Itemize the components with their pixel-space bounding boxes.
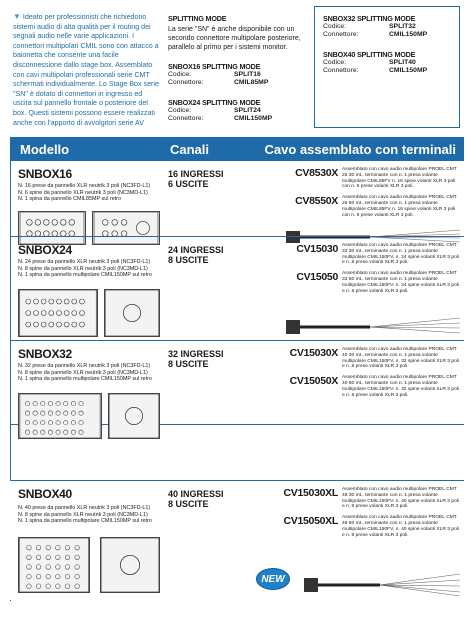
split-group-24 (168, 98, 308, 124)
split-group-32 (323, 14, 451, 40)
triangle-bullet-icon: ▼ (13, 12, 21, 21)
splitting-title: SPLITTING MODE (168, 14, 227, 23)
connettore-label: Connettore: (168, 79, 204, 87)
split-group-title: SNBOX16 SPLITTING MODE (168, 62, 261, 71)
header-canali: Canali (170, 141, 210, 157)
cable-item (270, 243, 462, 266)
codice-label: Codice: (323, 23, 347, 30)
cable-snake-illustration (300, 573, 462, 597)
model-specs: N. 40 prese da pannello XLR neutrik 3 poli (NC3FD-L1) N. 8 spine da pannello XLR neutrik 3 poli (NC3MD-L1) N. 1 spina da pannello multipolare CMIL150MP sul retro (18, 505, 152, 525)
cable-item (270, 195, 462, 218)
split-group-40 (323, 50, 451, 76)
split-group-title: SNBOX32 SPLITTING MODE (323, 14, 416, 23)
splitting-box (314, 6, 460, 128)
model-name: SNBOX40 (18, 487, 72, 501)
connettore-value: CMIL85MP (234, 79, 269, 87)
channels (168, 169, 224, 189)
channels-in: 24 INGRESSI (168, 245, 224, 255)
connettore-value: CMIL150MP (389, 66, 428, 74)
cable-description: Assemblato con cavo audio multipolare PROEL CMT 48 30 mt., terminante con n. 1 presa volante multipolare CMIL150FV, n. 40 spine volanti XLR 3 poli e n. 8 prese volanti XLR 3 poli. (342, 487, 459, 510)
stage-box-rear-panel (100, 537, 160, 593)
stage-box-front-panel (18, 537, 90, 593)
cable-list (270, 243, 462, 299)
cable-item (270, 375, 462, 398)
connettore-value: CMIL150MP (234, 114, 273, 122)
cable-item (270, 487, 462, 510)
split-group-title: SNBOX24 SPLITTING MODE (168, 97, 261, 107)
top-section (0, 0, 470, 134)
cable-list (270, 167, 462, 223)
splitting-text: La serie "SN" è anche disponibile con un secondo connettore multipolare posteriore, parallelo al primo per i sistemi monitor. (168, 26, 301, 51)
channels (168, 245, 224, 265)
codice-label: Codice: (323, 58, 347, 66)
new-badge: NEW (256, 568, 290, 590)
stage-box-front-panel (18, 393, 102, 439)
cable-description: Assemblato con cavo audio multipolare PROEL CMT 33 50 mt., terminante con n. 1 presa volante multipolare CMIL150FV, n. 24 spine volanti XLR 3 poli e n. 8 prese volanti XLR 3 poli. (342, 271, 459, 294)
codice-value: SPLIT32 (389, 23, 416, 30)
model-name: SNBOX16 (18, 167, 72, 181)
intro-paragraph: Ideato per professionisti che richiedono sistemi audio di alta qualità per il routing dei segnali audio nelle varie applicazioni. I connettori multipolari CMIL sono con attacco a baionetta che consente una facile disconnessione dallo stage box. Assemblato con cavi multipolari professionali serie CMT schermati individualmente. Lo Stage Box serie "SN" è dotato di connettori in ingresso ed uscita sul pannello frontale o posteriore del box. Questi sistemi possono essere realizzati anche con l'apporto di avvolgitori serie AV (13, 13, 159, 127)
channels-in: 40 INGRESSI (168, 489, 224, 499)
model-specs: N. 16 prese da pannello XLR neutrik 3 poli (NC3FD-L1) N. 6 spine da pannello XLR neutrik 3 poli (NC3MD-L1) N. 1 spina da pannello CMIL85MP sul retro (18, 183, 151, 203)
connettore-label: Connettore: (168, 114, 204, 122)
header-modello: Modello (20, 141, 70, 157)
product-row (10, 236, 464, 340)
cable-code: CV8530X (295, 167, 338, 179)
channels-out: 8 USCITE (168, 359, 209, 369)
channels-in: 32 INGRESSI (168, 349, 224, 359)
model-specs: N. 32 prese da pannello XLR neutrik 3 poli (NC3FD-L1) N. 8 spine da pannello XLR neutrik 3 poli (NC3MD-L1) N. 1 spina da pannello multipolare CMIL150MP sul retro (18, 363, 152, 383)
channels-out: 8 USCITE (168, 499, 209, 509)
cable-description: Assemblato con cavo audio multipolare PROEL CMT 48 50 mt., terminante con n. 1 presa volante multipolare CMIL150FV, n. 40 spine volanti XLR 3 poli e n. 8 prese volanti XLR 3 poli. (342, 515, 459, 538)
channels (168, 349, 224, 369)
connettore-label: Connettore: (323, 66, 359, 74)
intro-text (13, 12, 161, 128)
channels-out: 6 USCITE (168, 179, 209, 189)
splitting-mode-section (168, 14, 308, 123)
cable-code: CV8550X (295, 195, 338, 208)
cable-description: Assemblato con cavo audio multipolare PROEL CMT 25 30 mt., terminante con n. 1 presa volante multipolare CMIL85FV n. 16 spine volanti XLR 3 poli con n. 6 prese volanti XLR 3 poli. (342, 167, 457, 190)
cable-code: CV15030XL (283, 487, 338, 499)
stage-box-rear-panel (104, 289, 160, 337)
model-specs: N. 24 prese da pannello XLR neutrik 3 poli (NC3FD-L1) N. 8 spine da pannello XLR neutrik 3 poli (NC3MD-L1) N. 1 spina da pannello multipolare CMIL150MP sul retro (18, 259, 152, 279)
codice-label: Codice: (168, 106, 192, 114)
connettore-value: CMIL150MP (389, 31, 428, 39)
stage-box-rear-panel (108, 393, 160, 439)
split-group-title: SNBOX40 SPLITTING MODE (323, 49, 416, 59)
cable-code: CV15050XL (283, 515, 338, 528)
connettore-label: Connettore: (323, 31, 359, 39)
cable-code: CV15030X (289, 347, 338, 359)
cable-snake-illustration (280, 317, 462, 337)
split-group-16 (168, 62, 308, 88)
cable-item (270, 167, 462, 190)
cable-description: Assemblato con cavo audio multipolare PROEL CMT 40 30 mt., terminante con n. 1 presa volante multipolare CMIL150FV, n. 32 spine volanti XLR 3 poli e n. 8 prese volanti XLR 3 poli. (342, 347, 459, 370)
stage-box-front-panel (18, 289, 98, 337)
cable-description: Assemblato con cavo audio multipolare PROEL CMT 33 30 mt., terminante con n. 1 presa volante multipolare CMIL150FV, n. 24 spine volanti XLR 3 poli e n. 8 prese volanti XLR 3 poli. (342, 243, 459, 266)
model-name: SNBOX32 (18, 347, 72, 361)
codice-label: Codice: (168, 71, 192, 78)
product-row (10, 480, 464, 600)
cable-item (270, 271, 462, 294)
product-row (10, 340, 464, 480)
cable-description: Assemblato con cavo audio multipolare PROEL CMT 25 50 mt., terminante con n. 1 presa volante multipolare CMIL85FV n. 16 spine volanti XLR 3 poli con n. 6 prese volanti XLR 3 poli. (342, 195, 457, 218)
cable-code: CV15030 (296, 243, 338, 255)
header-cavo: Cavo assemblato con terminali (264, 141, 456, 157)
cable-code: CV15050X (289, 375, 338, 388)
channels (168, 489, 224, 509)
table-header (10, 137, 464, 161)
cable-description: Assemblato con cavo audio multipolare PROEL CMT 40 50 mt., terminante con n. 1 presa volante multipolare CMIL150FV, n. 32 spine volanti XLR 3 poli e n. 8 prese volanti XLR 3 poli. (342, 375, 459, 398)
model-name: SNBOX24 (18, 243, 72, 257)
cable-item (270, 515, 462, 538)
cable-list (270, 487, 462, 543)
codice-value: SPLIT40 (389, 58, 416, 66)
cable-code: CV15050 (296, 271, 338, 284)
cable-item (270, 347, 462, 370)
channels-in: 16 INGRESSI (168, 169, 224, 179)
channels-out: 8 USCITE (168, 255, 209, 265)
codice-value: SPLIT16 (234, 71, 261, 78)
cable-list (270, 347, 462, 403)
product-row (10, 161, 464, 245)
codice-value: SPLIT24 (234, 106, 261, 114)
